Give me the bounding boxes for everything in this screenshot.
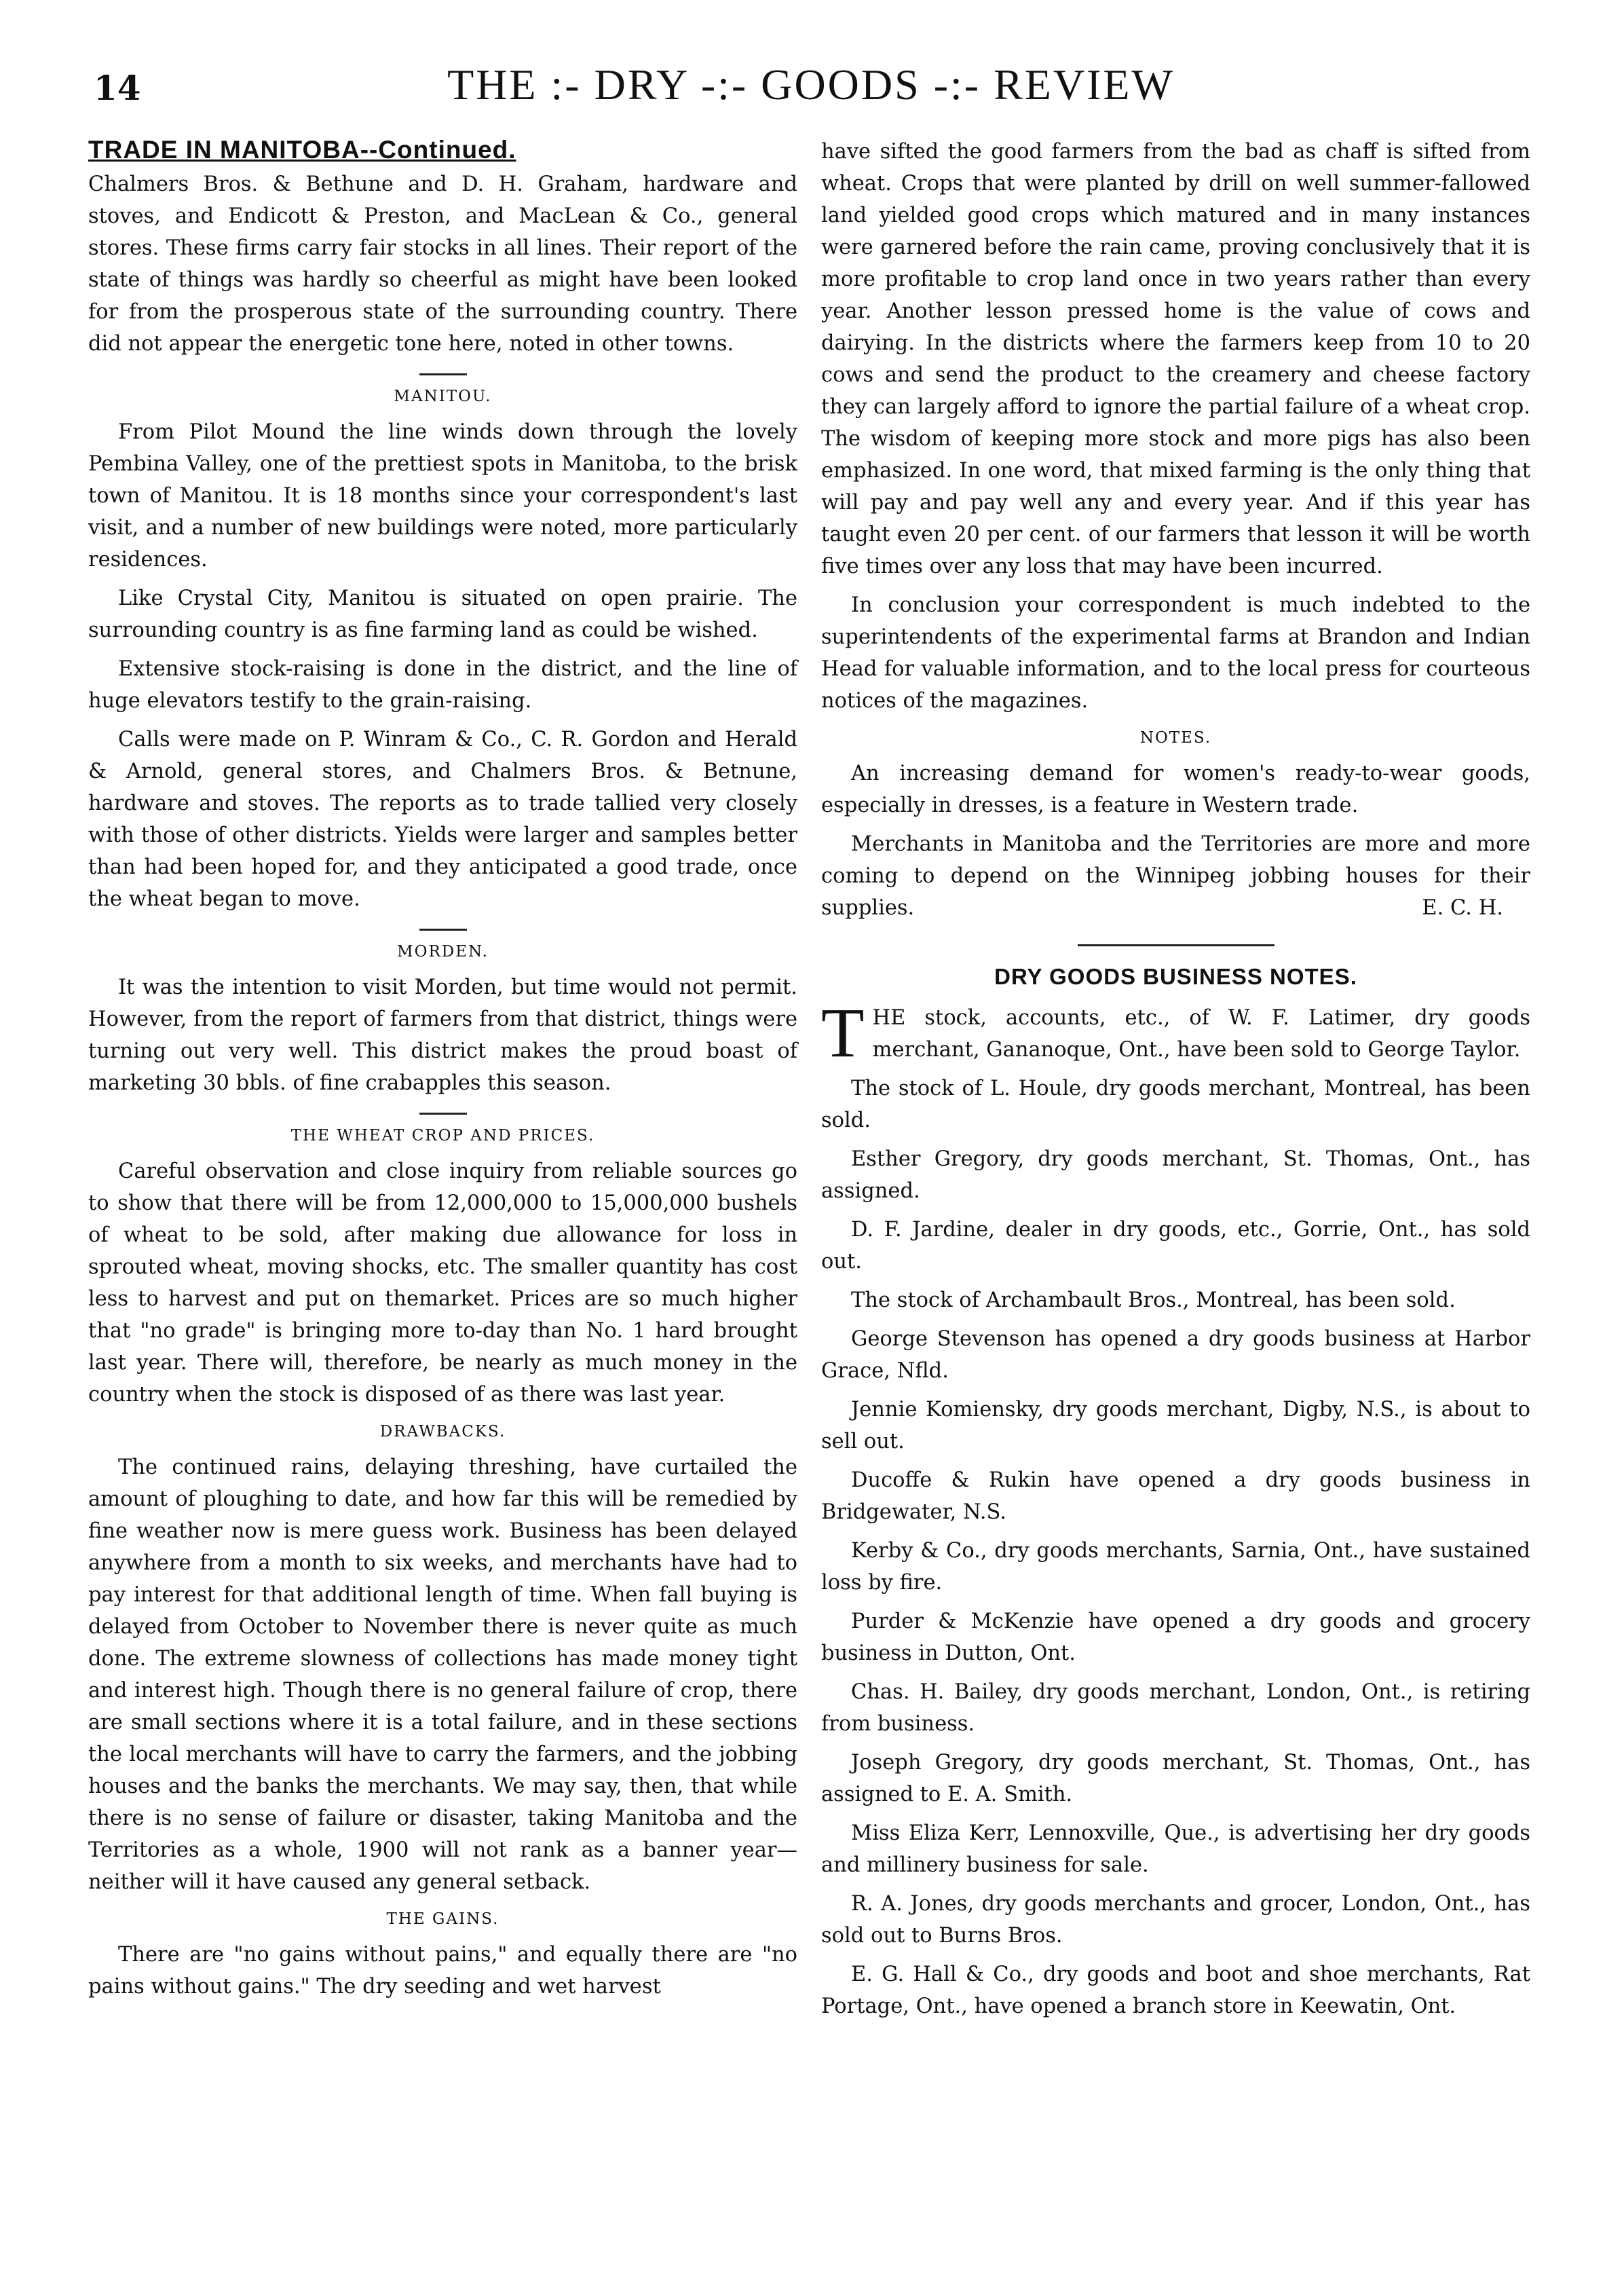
business-note: D. F. Jardine, dealer in dry goods, etc., Gorrie, Ont., has sold out. — [821, 1218, 1530, 1274]
right-column — [821, 136, 1530, 2029]
drop-cap: T — [821, 994, 865, 1072]
business-note: The stock of Archambault Bros., Montreal, has been sold. — [851, 1288, 1456, 1312]
manitou-heading: MANITOU. — [394, 388, 492, 405]
notes-heading: NOTES. — [1139, 729, 1212, 747]
divider — [419, 929, 467, 931]
paragraph: Calls were made on P. Winram & Co., C. R. Gordon and Herald & Arnold, general stores, and Chalmers Bros. & Betnune, hardware and stoves. The reports as to trade tallied very closely with those of other districts. Yields were larger and samples better than had been hoped for, and they anticipated a good trade, once the wheat began to move. — [88, 728, 797, 911]
page-header — [81, 48, 1541, 129]
paragraph: There are "no gains without pains," and equally there are "no pains without gains." The dry seeding and wet harvest — [88, 1943, 797, 1999]
morden-heading: MORDEN. — [397, 943, 489, 961]
business-note: Esther Gregory, dry goods merchant, St. Thomas, Ont., has assigned. — [821, 1147, 1530, 1203]
business-note: Chas. H. Bailey, dry goods merchant, London, Ont., is retiring from business. — [821, 1680, 1530, 1736]
paragraph: From Pilot Mound the line winds down through the lovely Pembina Valley, one of the prettiest spots in Manitoba, to the brisk town of Manitou. It is 18 months since your correspondent's last visit, and a number of new buildings were noted, more particularly residences. — [88, 420, 797, 572]
gains-heading: THE GAINS. — [386, 1910, 499, 1928]
wheat-heading: THE WHEAT CROP AND PRICES. — [290, 1127, 595, 1145]
paragraph — [821, 828, 1530, 924]
masthead-title: THE :- DRY -:- GOODS -:- REVIEW — [447, 60, 1175, 109]
paragraph: Like Crystal City, Manitou is situated on open prairie. The surrounding country is as fine farming land as could be wished. — [88, 587, 797, 642]
divider — [1078, 944, 1274, 946]
page-number: 14 — [94, 68, 141, 108]
continuation-paragraph: have sifted the good farmers from the bad as chaff is sifted from wheat. Crops that were planted by drill on well summer-fallowed land yielded good crops which matured and in many instances were garnered before the rain came, proving conclusively that it is more profitable to crop land once in two years rather than every year. Another lesson pressed home is the value of cows and dairying. In the districts where the farmers keep from 10 to 20 cows and send the product to the creamery and cheese factory they can largely afford to ignore the partial failure of a wheat crop. The wisdom of keeping more stock and more pigs has also been emphasized. In one word, that mixed farming is the only thing that will pay and pay well any and every year. And if this year has taught even 20 per cent. of our farmers that lesson it will be worth five times over any loss that may have been incurred. — [821, 140, 1530, 578]
business-note — [821, 994, 1530, 1072]
intro-paragraph: Chalmers Bros. & Bethune and D. H. Graham, hardware and stoves, and Endicott & Preston, and MacLean & Co., general stores. These firms carry fair stocks in all lines. Their report of the state of things was hardly so cheerful as might have been looked for from the prosperous state of the surrounding country. There did not appear the energetic tone here, noted in other towns. — [88, 172, 797, 356]
paragraph: Extensive stock-raising is done in the district, and the line of huge elevators testify to the grain-raising. — [88, 657, 797, 713]
paragraph: An increasing demand for women's ready-to-wear goods, especially in dresses, is a feature in Western trade. — [821, 762, 1530, 817]
business-note: George Stevenson has opened a dry goods business at Harbor Grace, Nfld. — [821, 1327, 1530, 1383]
business-note-text: HE stock, accounts, etc., of W. F. Latimer, dry goods merchant, Gananoque, Ont., have been sold to George Taylor. — [872, 1006, 1530, 1062]
paragraph: The continued rains, delaying threshing, have curtailed the amount of ploughing to date, and how far this will be remedied by fine weather now is mere guess work. Business has been delayed anywhere from a month to six weeks, and merchants have had to pay interest for that additional length of time. When fall buying is delayed from October to November there is never quite as much done. The extreme slowness of collections has made money tight and interest high. Though there is no general failure of crop, there are small sections where it is a total failure, and in these sections the local merchants will have to carry the farmers, and the jobbing houses and the banks the merchants. We may say, then, that while there is no sense of failure or disaster, taking Manitoba and the Territories as a whole, 1900 will not rank as a banner year—neither will it have caused any general setback. — [88, 1455, 797, 1894]
paragraph: In conclusion your correspondent is much indebted to the superintendents of the experimental farms at Brandon and Indian Head for valuable information, and to the local press for courteous notices of the magazines. — [821, 593, 1530, 713]
business-note: Purder & McKenzie have opened a dry goods and grocery business in Dutton, Ont. — [821, 1610, 1530, 1665]
paragraph: Careful observation and close inquiry from reliable sources go to show that there will be from 12,000,000 to 15,000,000 bushels of wheat to be sold, after making due allowance for loss in sprouted wheat, moving shocks, etc. The smaller quantity has cost less to harvest and put on themarket. Prices are so much higher that "no grade" is bringing more to-day than No. 1 hard brought last year. There will, therefore, be nearly as much money in the country when the stock is disposed of as there was last year. — [88, 1159, 797, 1407]
business-note: The stock of L. Houle, dry goods merchant, Montreal, has been sold. — [821, 1077, 1530, 1132]
business-note: Ducoffe & Rukin have opened a dry goods business in Bridgewater, N.S. — [821, 1468, 1530, 1524]
divider — [419, 373, 467, 375]
divider — [419, 1113, 467, 1115]
business-note: Miss Eliza Kerr, Lennoxville, Que., is advertising her dry goods and millinery business for sale. — [821, 1821, 1530, 1877]
business-notes-heading: DRY GOODS BUSINESS NOTES. — [994, 964, 1357, 989]
notes-text: Merchants in Manitoba and the Territories are more and more coming to depend on the Winnipeg jobbing houses for their supplies. — [821, 832, 1530, 920]
signature: E. C. H. — [1422, 896, 1503, 920]
section-title: TRADE IN MANITOBA--Continued. — [88, 136, 516, 164]
left-column — [88, 136, 797, 2009]
business-note: Joseph Gregory, dry goods merchant, St. Thomas, Ont., has assigned to E. A. Smith. — [821, 1751, 1530, 1806]
business-note: E. G. Hall & Co., dry goods and boot and shoe merchants, Rat Portage, Ont., have opened a branch store in Keewatin, Ont. — [821, 1963, 1530, 2018]
business-note: R. A. Jones, dry goods merchants and grocer, London, Ont., has sold out to Burns Bros. — [821, 1892, 1530, 1948]
business-note: Jennie Komiensky, dry goods merchant, Digby, N.S., is about to sell out. — [821, 1398, 1530, 1453]
business-note: Kerby & Co., dry goods merchants, Sarnia, Ont., have sustained loss by fire. — [821, 1539, 1530, 1595]
drawbacks-heading: DRAWBACKS. — [379, 1423, 506, 1441]
paragraph: It was the intention to visit Morden, but time would not permit. However, from the report of farmers from that district, things were turning out very well. This district makes the proud boast of marketing 30 bbls. of fine crabapples this season. — [88, 976, 797, 1095]
